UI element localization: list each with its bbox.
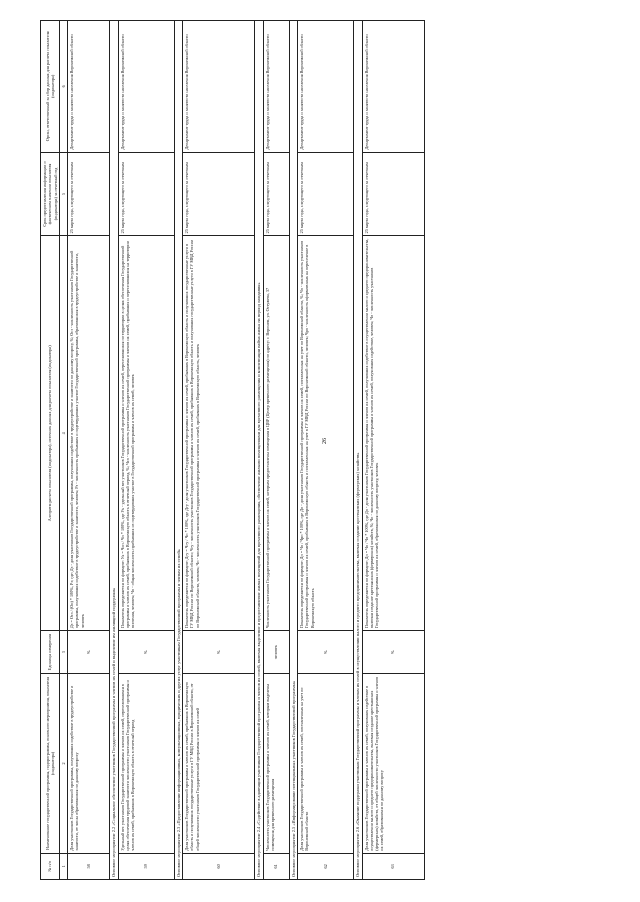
unit-cell: %: [68, 631, 110, 674]
unit-cell: %: [118, 631, 174, 674]
row-number: 62: [298, 853, 354, 879]
indicator-name: Доля участников Государственной программы и членов их семей, прибывших в Воронежскую область и получивших государственные услуги в ГУ МВД России в Воронежской области, от общей численности участников Государственной программы и членов их семей: [183, 674, 255, 853]
row-number: 63: [362, 853, 424, 879]
responsible-cell: Департамент труда и занятости населения Воронежской области: [68, 21, 110, 153]
col-number: 1: [59, 853, 67, 879]
deadline-cell: 25 марта года, следующего за отчетным: [298, 152, 354, 236]
col-number: 2: [59, 674, 67, 853]
row-number: 58: [68, 853, 110, 879]
algorithm-cell: Показатель определяется по формуле: Ух = Чсп / Чп * 100%, где Ух - удельный вес участников Государственной программы и членов их семей, переселившихся по территории в целях обеспечения Государственной программы и членов их семей, прибывших в Воронежскую область в отчетный период, %; Чсп - численность участников Государственной программы и членов их семей, прибывших и переселившихся на территории вселения, человек; Чп - общая численность прибывших из подтвердивших участие в Государственной программы и членов их семей, человек: [118, 236, 174, 631]
algorithm-cell: Показатель определяется по формуле: Дгу = Чгу / Чп * 100%, где Дгу - доля участников Государственной программы и членов их семей, прибывших в Воронежскую область и получивших государственные услуги в ГУ МВД России по Воронежской области; Чгу - численность участников Государственной программы и членов их семей, прибывших в Воронежскую область и получивших государственные услуги в ГУ МВД России по Воронежской области, человек; Чп - численность участников Государственной программы и членов их семей, прибывших в Воронежскую область, человек: [183, 236, 255, 631]
header-algorithm: Алгоритм расчета показателя (индикатора), источник данных для расчета показателя (индикатора): [41, 236, 60, 631]
header-responsible: Орган, ответственный за сбор данных для расчета показателя (индикатора): [41, 21, 60, 153]
responsible-cell: Департамент труда и занятости населения Воронежской области: [118, 21, 174, 153]
table-header-row: [41, 21, 60, 880]
indicator-name: Доля участников Государственной программы, получивших содействие в трудоустройстве и занятости, от числа обратившихся по данному вопросу: [68, 674, 110, 853]
responsible-cell: Департамент труда и занятости населения Воронежской области: [183, 21, 255, 153]
header-name: Наименование государственной программы, подпрограммы, основного мероприятия, показателя (индикатора): [41, 674, 60, 853]
algorithm-cell: Показатель определяется по формуле: Дп = Чп / Чрп * 100%, где Дп - доля участников Государственной программы и членов их семей, поставленных на учет по Воронежской области, %; Чп - численность участников Государственной программы и членов их семей, прибывших в Воронежскую область и поставленных на учет в ГУ МВД России по Воронежской области, человек; Чрп - численность оформленных на переселение в Воронежскую область: [298, 236, 354, 631]
col-number: 4: [59, 236, 67, 631]
deadline-cell: 25 марта года, следующего за отчетным: [183, 152, 255, 236]
table-row: [118, 21, 174, 880]
indicator-name: Удельный вес участников Государственной программы и членов их семей, переселившихся в целях обеспечения трудовой занятости численности участников Государственной программы и членов их семей, прибывших в Воронежскую область в отчетный период: [118, 674, 174, 853]
col-number: 5: [59, 152, 67, 236]
responsible-cell: Департамент труда и занятости населения Воронежской области: [362, 21, 424, 153]
rotated-page: [40, 20, 600, 880]
table-row: [183, 21, 255, 880]
table-row: [362, 21, 424, 880]
responsible-cell: Департамент труда и занятости населения Воронежской области: [298, 21, 354, 153]
indicator-name: Доля участников Государственной программы и членов их семей, поставленных на учет по Воронежской области: [298, 674, 354, 853]
unit-cell: %: [362, 631, 424, 674]
column-number-row: [59, 21, 67, 880]
row-number: 59: [118, 853, 174, 879]
section-title: Основное мероприятие 2.3 «Предоставление информационных, консультационных, юридических и других услуг участникам Государственной программы и членам их семей»: [174, 21, 183, 880]
unit-cell: %: [298, 631, 354, 674]
row-number: 61: [263, 853, 289, 879]
deadline-cell: 25 марта года, следующего за отчетным: [118, 152, 174, 236]
algorithm-cell: Дз = Осз / (Ои) * 100%, Рз; где: Дз - доля участников Государственной программы, получивших содействие в трудоустройстве и занятости по данному вопросу, %; Осз - численность участников Государственной программы, получивших содействие в трудоустройстве и занятости, человек; Рз - численность прибывших и подтвердивших участие Государственной программы, обратившихся в трудоустройстве и занятости, человек: [68, 236, 110, 631]
section-title: Основное мероприятие 2.6 «Оказание поддержки участникам Государственной программы и членам их семей в осуществлении малого и среднего предпринимательства, включая создание крестьянских (фермерских) хозяйств»: [354, 21, 363, 880]
section-row: [255, 21, 264, 880]
indicator-name: Численность участников Государственной программы и членов их семей, которым выделены помещения для временного размещения: [263, 674, 289, 853]
deadline-cell: 25 марта года, следующего за отчетным: [68, 152, 110, 236]
header-unit: Единицы измерения: [41, 631, 60, 674]
section-title: Основное мероприятие 2.5 «Информирование потенциальных участников Государственной программы»: [289, 21, 298, 880]
table-row: [263, 21, 289, 880]
unit-cell: %: [183, 631, 255, 674]
header-number: № п/п: [41, 853, 60, 879]
indicator-name: Доля участников Государственной программы и членов их семей, получивших содействие в осуществлении малого и среднего предпринимательства, включая создание крестьянских (фермерских) хозяйств, от общей численности участников Государственной программы и членов их семей, обратившихся по данному вопросу: [362, 674, 424, 853]
page-number: 26: [322, 438, 328, 444]
section-title: Основное мероприятие 2.4 «Содействие в адаптации участников Государственной программы и членов их семей, включая выделение и предоставление жилых помещений для временного размещения, обеспечение жилыми помещениями для временного размещения и компенсации найма жилья на период ожидания»: [255, 21, 264, 880]
indicator-table-sheet: [40, 20, 600, 880]
row-number: 60: [183, 853, 255, 879]
table-row: [68, 21, 110, 880]
responsible-cell: Департамент труда и занятости населения Воронежской области: [263, 21, 289, 153]
section-row: [289, 21, 298, 880]
deadline-cell: 25 марта года, следующего за отчетным: [263, 152, 289, 236]
header-deadline: Срок предоставления информации о фактическом значении показателя (индикатора) за отчетный год: [41, 152, 60, 236]
col-number: 6: [59, 21, 67, 153]
section-row: [354, 21, 363, 880]
section-row: [110, 21, 119, 880]
table-row: [298, 21, 354, 880]
deadline-cell: 25 марта года, следующего за отчетным: [362, 152, 424, 236]
section-row: [174, 21, 183, 880]
section-title: Основное мероприятие 2.2 «Социальное обеспечение участников Государственной программы и членов их семей и выделение им жилищной поддержки»: [110, 21, 119, 880]
table-body: [68, 21, 425, 880]
algorithm-cell: Численность участников Государственной программы и членов их семей, которым предоставлены помещения в ЦВР (Центр временного размещения) по адресу: г. Воронеж, ул. Остужева, 37: [263, 236, 289, 631]
unit-cell: человек: [263, 631, 289, 674]
col-number: 3: [59, 631, 67, 674]
indicator-table: [40, 20, 425, 880]
algorithm-cell: Показатель определяется по формуле: Дп = Чп / Чо * 100%, где Дп - доля участников Государственной программы и членов их семей, получивших содействие в осуществлении малого и среднего предпринимательства, включая создание крестьянских (фермерских) хозяйств, %; Чп - численность участников Государственной программы и членов их семей, получивших содействие, человек; Чо - численность участников Государственной программы и членов их семей, обратившихся по данному вопросу, человек: [362, 236, 424, 631]
